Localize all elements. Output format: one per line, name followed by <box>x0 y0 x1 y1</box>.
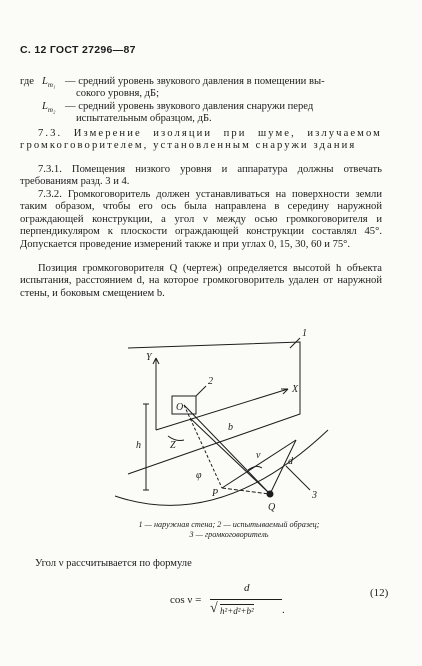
label-z: Z <box>170 440 176 451</box>
caption-line-2: 3 — громкоговоритель <box>189 530 269 539</box>
label-2: 2 <box>208 376 213 387</box>
fraction-bar <box>210 599 282 600</box>
def-symbol: L <box>42 101 48 112</box>
figure-diagram <box>110 318 350 518</box>
def-text-line1: — средний уровень звукового давления снаружи перед <box>65 101 314 112</box>
paragraph-7-3-2: 7.3.2. Громкоговоритель должен устанавливаться на поверхности земли таким образом, чтобы его ось была направлена в середину наружной ограждающей конструкции, а угол ν между осью громкоговорителя и перпендикуляром к плоскости ограждающей конструкции составлял 45°. Допускается проведение измерений также и при углах 0, 15, 30, 60 и 75°. <box>20 189 382 250</box>
formula-intro: Угол ν рассчитывается по формуле <box>35 558 192 569</box>
label-o: O <box>176 402 184 413</box>
definition-lm2 <box>42 101 422 127</box>
label-p: P <box>212 488 219 499</box>
equation-number: (12) <box>370 587 389 599</box>
def-text-line2: сокого уровня, дБ; <box>76 88 160 100</box>
label-y: Y <box>146 352 152 363</box>
def-text-line2: испытательным образцом, дБ. <box>76 113 212 125</box>
section-heading-7-3: 7.3. Измерение изоляции при шуме, излучаемом громкоговорителем, установленным снаружи здания <box>20 128 382 152</box>
d-line <box>222 488 270 494</box>
definition-lm1 <box>20 76 420 102</box>
label-phi: φ <box>196 470 202 481</box>
formula-denominator: h²+d²+b² <box>220 606 254 616</box>
label-b: b <box>228 422 233 433</box>
label-3: 3 <box>312 490 317 501</box>
label-q: Q <box>268 502 276 513</box>
figure-caption <box>118 520 340 540</box>
page-header: С. 12 ГОСТ 27296—87 <box>20 44 136 56</box>
formula-numerator: d <box>244 582 250 594</box>
def-text-line1: — средний уровень звукового давления в помещении вы- <box>65 76 325 87</box>
def-subscript: m₁ <box>47 81 56 90</box>
formula-period: . <box>282 604 285 616</box>
loudspeaker-point <box>267 491 273 497</box>
label-x: X <box>292 384 299 395</box>
label-h: h <box>136 440 141 451</box>
leader-3 <box>286 466 310 490</box>
caption-line-1: 1 — наружная стена; 2 — испытываемый образец; <box>138 520 320 529</box>
paragraph-7-3-1: 7.3.1. Помещения низкого уровня и аппаратура должны отвечать требованиям разд. 3 и 4. <box>20 164 382 188</box>
formula-12 <box>170 582 285 626</box>
def-symbol: L <box>42 76 48 87</box>
leader-1 <box>290 338 300 348</box>
label-nu: ν <box>256 450 261 461</box>
normal-line <box>184 405 222 488</box>
paragraph-loudspeaker-position: Позиция громкоговорителя Q (чертеж) определяется высотой h объекта испытания, расстоянием d, на которое громкоговоритель удален от наружной стены, и боковым смещением b. <box>20 263 382 299</box>
leader-2 <box>196 386 206 396</box>
label-1: 1 <box>302 328 307 339</box>
where-prefix: где <box>20 76 34 87</box>
formula-lhs: cos ν = <box>170 594 202 606</box>
def-subscript: m₂ <box>47 106 56 115</box>
sqrt-sign: √ <box>210 601 218 616</box>
label-d: d <box>288 456 293 467</box>
